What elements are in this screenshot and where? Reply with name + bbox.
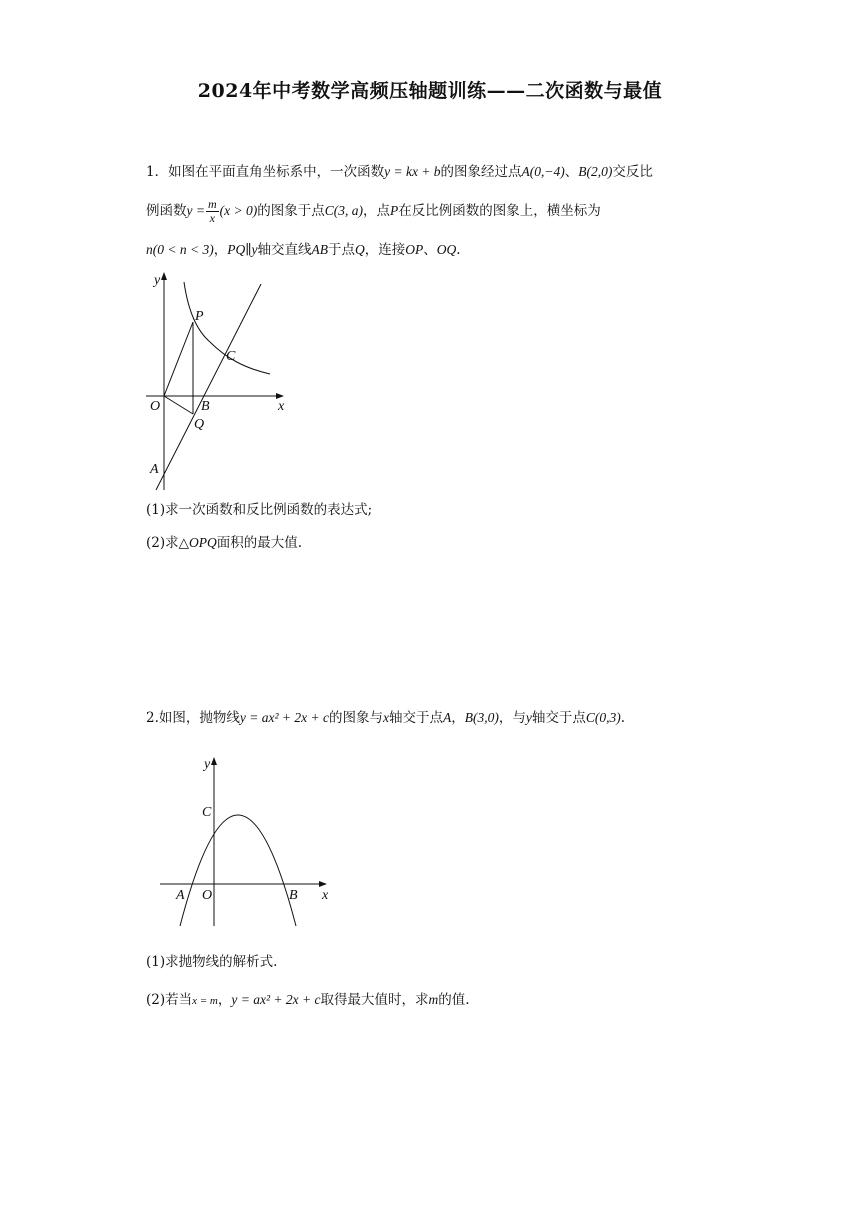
q2-text: 取得最大值时，求: [320, 992, 429, 1008]
q1-text: ，: [213, 242, 228, 258]
q1-subquestion-1: (1)求一次函数和反比例函数的表达式;: [146, 502, 373, 518]
q1-text: .: [456, 242, 461, 258]
q1-point-c: C(3, a): [324, 203, 363, 218]
q1-fraction: [206, 198, 219, 225]
q1-segment-op: OP: [405, 242, 424, 257]
q1-text: ，连接: [364, 242, 406, 258]
page-title: 2024年中考数学高频压轴题训练——二次函数与最值: [197, 80, 663, 102]
q2-fig-label-a: A: [176, 888, 185, 903]
q1-segment-pq: PQ: [227, 242, 246, 257]
q2-x-arrow: [319, 881, 327, 887]
q1-line-2: [146, 198, 601, 225]
q2-sub2-equation: y = ax² + 2x + c: [231, 992, 321, 1007]
q2-point-c: C(0,3): [585, 710, 621, 725]
q1-text: 交反比: [612, 164, 653, 180]
q1-y-arrow: [161, 272, 167, 280]
q1-line-ab: AB: [311, 242, 328, 257]
q2-fig-label-b: B: [289, 888, 298, 903]
q1-y-var: y: [251, 242, 258, 257]
q1-condition: (x > 0): [219, 203, 258, 218]
q1-text: 轴交直线: [257, 242, 312, 258]
q1-text: 例函数: [146, 203, 187, 219]
q1-segment-op-line: [164, 322, 193, 396]
q1-fig-label-c: C: [226, 349, 236, 364]
q2-subquestion-1: (1)求抛物线的解析式.: [146, 954, 278, 970]
q2-text: 的值.: [438, 992, 470, 1008]
q1-point-b: B(2,0): [578, 164, 613, 179]
q1-text: 如图在平面直角坐标系中，一次函数: [168, 164, 385, 180]
q1-point-q: Q: [354, 242, 365, 257]
q1-segment-oq: OQ: [436, 242, 457, 257]
q2-parabola: [180, 815, 296, 926]
q1-fig-label-x: x: [278, 399, 285, 414]
q1-segment-oq-line: [164, 396, 193, 414]
q2-text: 轴交于点: [389, 710, 443, 726]
q1-fig-label-q: Q: [194, 417, 205, 432]
q1-point-a: A(0,−4): [521, 164, 565, 179]
q2-figure: [150, 750, 340, 930]
q1-text: 的图象经过点: [440, 164, 522, 180]
q2-text: .: [620, 710, 626, 726]
q2-fig-label-x: x: [322, 888, 329, 903]
q1-text: (2)求△: [146, 535, 190, 551]
q1-line-1: [146, 162, 653, 182]
q2-text: 的图象与: [329, 710, 383, 726]
q1-fig-label-a: A: [150, 462, 159, 477]
q2-subquestion-2: [146, 990, 470, 1011]
q2-x-var: x: [383, 710, 389, 725]
q1-n-range: n(0 < n < 3): [146, 242, 214, 257]
q1-linear-equation: y = kx + b: [384, 164, 441, 179]
q2-fig-label-y: y: [204, 757, 211, 772]
q1-number: 1．: [146, 164, 169, 180]
q2-text: ，: [217, 992, 232, 1008]
q1-fig-label-o: O: [150, 399, 161, 414]
q2-text: 如图，抛物线: [158, 710, 240, 726]
q2-x-equals-m: x = m: [192, 995, 218, 1007]
q2-number: 2.: [146, 710, 159, 726]
q2-text: (2)若当: [146, 992, 193, 1008]
q2-text: ，与: [498, 710, 526, 726]
q1-fig-label-y: y: [154, 273, 161, 288]
q1-line-3: [146, 240, 461, 260]
q2-text: 轴交于点: [531, 710, 586, 726]
q2-point-a: A: [443, 710, 452, 725]
q1-subquestion-2: [146, 533, 302, 553]
q1-text: 在反比例函数的图象上，横坐标为: [398, 203, 601, 219]
q2-y-arrow: [211, 757, 217, 765]
q1-triangle-opq: OPQ: [189, 535, 217, 550]
q1-figure: [140, 268, 300, 494]
q2-fig-label-o: O: [202, 888, 213, 903]
fraction-denominator: x: [209, 211, 215, 225]
q2-text: ，: [451, 710, 465, 726]
q1-text: 、: [423, 242, 437, 258]
q2-m-var: m: [428, 992, 439, 1007]
q1-text: 面积的最大值.: [216, 535, 303, 551]
q2-point-b: B(3,0): [464, 710, 499, 725]
q1-point-p: P: [390, 203, 399, 218]
q2-y-var: y: [525, 710, 532, 725]
q2-fig-label-c: C: [202, 805, 212, 820]
q1-parallel-symbol: ∥: [245, 242, 252, 257]
q1-fig-label-p: P: [195, 309, 204, 324]
q1-text: ，点: [363, 203, 390, 219]
q2-line-1: [146, 708, 625, 728]
q1-inverse-lhs: y =: [186, 203, 205, 218]
q1-fig-label-b: B: [201, 399, 210, 414]
q1-line-ab: [156, 284, 261, 490]
q1-text: 于点: [327, 242, 355, 258]
q1-text: 、: [564, 164, 579, 180]
fraction-numerator: m: [207, 197, 217, 211]
q2-parabola-equation: y = ax² + 2x + c: [239, 710, 329, 725]
q1-text: 的图象于点: [257, 203, 325, 219]
